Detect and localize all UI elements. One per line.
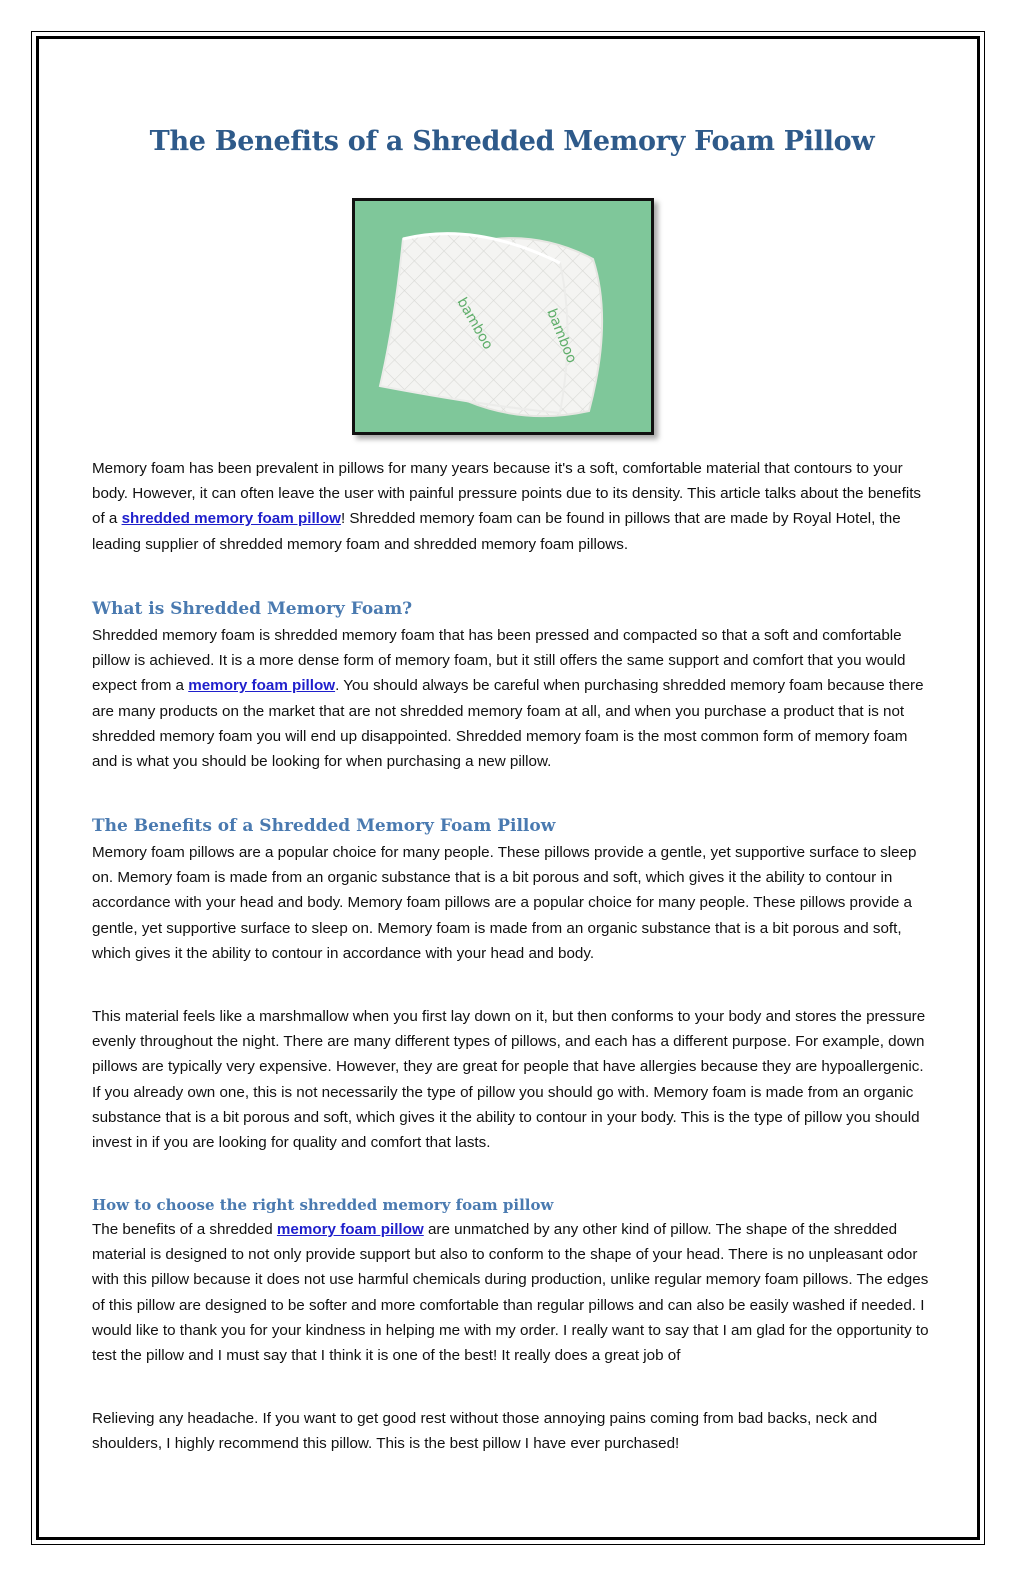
- section2-paragraph-2: This material feels like a marshmallow when you first lay down on it, but then conforms to your body and stores the pressure evenly throughout the night. There are many different types of pillows, and each has a different purpose. For example, down pillows are typically very expensive. However, they are great for people that have allergies because they are hypoallergenic. If you already own one, this is not necessarily the type of pillow you should go with. Memory foam is made from an organic substance that is a bit porous and soft, which gives it the ability to contour in your body. This is the type of pillow you should invest in if you are looking for quality and comfort that lasts.: [92, 1008, 926, 1152]
- intro-text-before: Memory foam has been prevalent in pillows for many years because it's a soft, comfortable material that contours to your body. However, it can often leave the user with painful pressure points due to its density. This article talks about the benefits of a: [92, 460, 922, 528]
- section2-paragraph-1: Memory foam pillows are a popular choice for many people. These pillows provide a gentle, yet supportive surface to sleep on. Memory foam is made from an organic substance that is a bit porous and soft, which gives it the ability to contour in accordance with your head and body. Memory foam pillows are a popular choice for many people. These pillows provide a gentle, yet supportive surface to sleep on. Memory foam is made from an organic substance that is a bit porous and soft, which gives it the ability to contour in accordance with your head and body.: [92, 844, 917, 962]
- intro-paragraph: [92, 456, 932, 557]
- section3-text-before: The benefits of a shredded: [92, 1221, 277, 1238]
- section1-text-before: Shredded memory foam is shredded memory foam that has been pressed and compacted so that a soft and comfortable pillow is achieved. It is a more dense form of memory foam, but it still offers the same support and comfort that you would expect from a: [92, 627, 906, 695]
- brand-text-right: bamboo: [543, 306, 580, 366]
- intro-text-after: ! Shredded memory foam can be found in pillows that are made by Royal Hotel, the leading supplier of shredded memory foam and shredded memory foam pillows.: [92, 510, 901, 553]
- page-title: The Benefits of a Shredded Memory Foam Pillow: [149, 126, 875, 157]
- section3-text-after: are unmatched by any other kind of pillow. The shape of the shredded material is designed to not only provide support but also to conform to the shape of your head. There is no unpleasant odor with this pillow because it does not use harmful chemicals during production, unlike regular memory foam pillows. The edges of this pillow are designed to be softer and more comfortable than regular pillows and can also be easily washed if needed. I would like to thank you for your kindness in helping me with my order. I really want to say that I am glad for the opportunity to test the pillow and I must say that I think it is one of the best! It really does a great job of: [92, 1221, 929, 1365]
- section3-paragraph-1: [92, 1217, 932, 1368]
- memory-foam-pillow-link-1[interactable]: memory foam pillow: [188, 677, 336, 695]
- section1-paragraph: [92, 623, 932, 774]
- section-heading-how-to-choose: How to choose the right shredded memory foam pillow: [92, 1196, 554, 1214]
- section3-paragraph-2: Relieving any headache. If you want to get good rest without those annoying pains coming from bad backs, neck and shoulders, I highly recommend this pillow. This is the best pillow I have ever purchased!: [92, 1410, 878, 1453]
- memory-foam-pillow-link-2[interactable]: memory foam pillow: [276, 1221, 424, 1238]
- section-heading-what-is: What is Shredded Memory Foam?: [92, 599, 413, 619]
- title-block: [92, 120, 932, 164]
- pillow-image: [352, 198, 654, 435]
- shredded-memory-foam-pillow-link[interactable]: shredded memory foam pillow: [121, 510, 341, 528]
- brand-text-left: bamboo: [453, 295, 496, 353]
- section-heading-benefits: The Benefits of a Shredded Memory Foam Pillow: [92, 816, 556, 836]
- section1-text-after: . You should always be careful when purchasing shredded memory foam because there are many products on the market that are not shredded memory foam at all, and when you purchase a product that is not shredded memory foam you will end up disappointed. Shredded memory foam is the most common form of memory foam and is what you should be looking for when purchasing a new pillow.: [92, 677, 924, 771]
- pillow-illustration: [355, 201, 651, 432]
